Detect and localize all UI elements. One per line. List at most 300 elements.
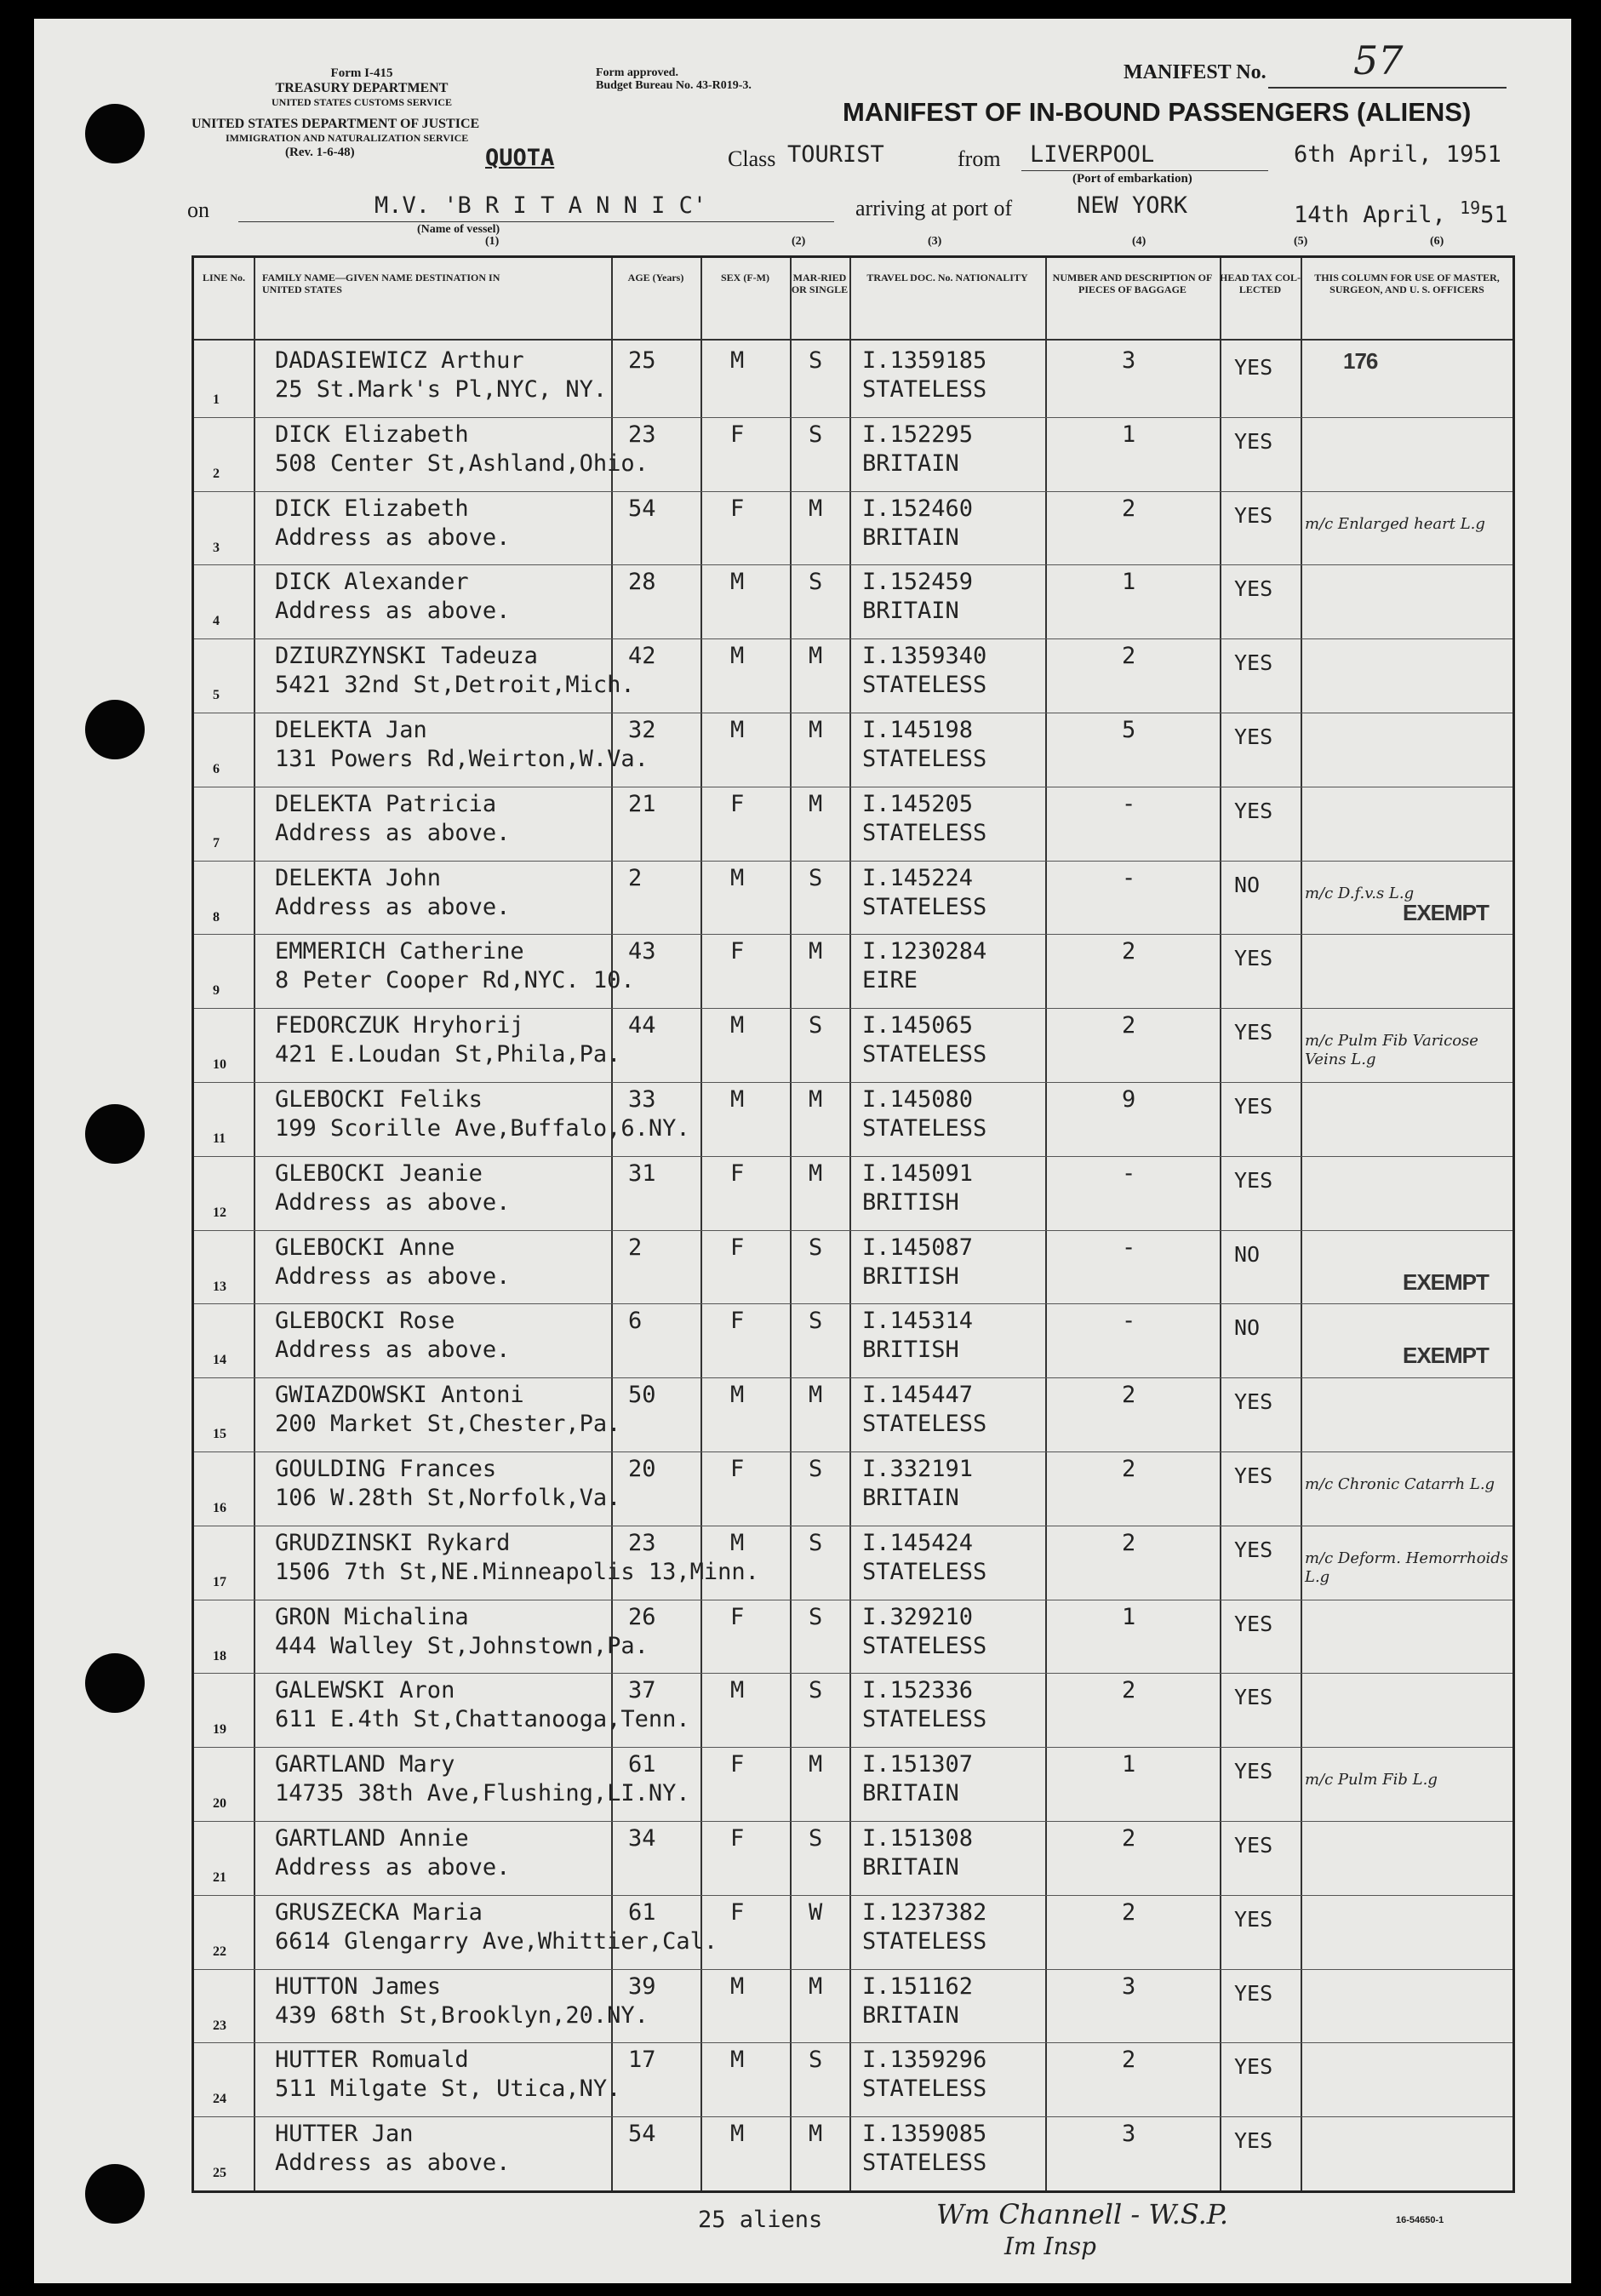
line-number: 23 [213,2018,226,2033]
vessel-underline [238,221,834,222]
table-row [194,343,1512,417]
travel-doc-number: I.145198 [862,717,974,743]
marital-status: M [809,1972,823,2000]
head-tax: NO [1234,1315,1261,1341]
row-divider [194,861,1512,862]
baggage-count: - [1122,1308,1136,1335]
passenger-name: DELEKTA Patricia [275,790,497,817]
head-tax: YES [1234,1906,1273,1932]
line-number: 19 [213,1722,226,1738]
passenger-sex: M [730,1086,745,1113]
travel-doc-number: I.1359296 [862,2047,987,2074]
arrival-date-text: 14th April, [1294,202,1446,228]
travel-doc-number: I.151308 [862,1825,974,1852]
passenger-sex: M [730,643,745,670]
nationality: STATELESS [862,2076,987,2103]
class-value: TOURIST [787,141,884,168]
passenger-age: 50 [628,1382,656,1409]
row-divider [194,2042,1512,2043]
passenger-name: GOULDING Frances [275,1456,497,1482]
row-divider [194,1821,1512,1822]
nationality: BRITAIN [862,1485,959,1511]
line-number: 13 [213,1279,226,1294]
travel-doc-number: I.145080 [862,1086,974,1113]
col-baggage: NUMBER AND DESCRIPTION OF PIECES OF BAGGAGE [1052,272,1213,295]
line-number: 16 [213,1501,226,1515]
travel-doc-number: I.152460 [862,495,974,522]
passenger-sex: F [730,1234,745,1261]
passenger-name: HUTTON James [275,1972,442,2000]
row-divider [194,1451,1512,1452]
col-age: AGE (Years) [627,272,684,283]
travel-doc-number: I.151307 [862,1751,974,1778]
passenger-sex: M [730,569,745,596]
passenger-age: 17 [628,2047,656,2074]
passenger-address: 511 Milgate St, Utica,NY. [275,2076,621,2103]
passenger-sex: F [730,1898,745,1926]
passenger-age: 26 [628,1603,656,1630]
punch-hole [85,104,145,163]
table-row [194,491,1512,565]
travel-doc-number: I.145091 [862,1159,974,1187]
arrival-year: 51 [1480,202,1508,228]
travel-doc-number: I.1230284 [862,938,987,965]
marital-status: S [809,1234,823,1261]
baggage-count: 1 [1122,569,1136,596]
passenger-age: 31 [628,1159,656,1187]
row-divider [194,491,1512,492]
passenger-age: 21 [628,790,656,817]
passenger-age: 23 [628,1529,656,1556]
passenger-address: Address as above. [275,893,511,920]
passenger-age: 20 [628,1456,656,1482]
on-label: on [187,198,209,222]
officer-note: m/c D.f.v.s L.g [1305,884,1415,902]
table-row [194,1895,1512,1969]
table-row [194,1156,1512,1230]
exempt-stamp: EXEMPT [1403,1343,1489,1369]
travel-doc-number: I.1359185 [862,347,987,374]
nationality: STATELESS [862,893,987,920]
form-revision: (Rev. 1-6-48) [285,146,355,159]
nationality: BRITAIN [862,1780,959,1807]
table-row [194,1600,1512,1674]
row-divider [194,1377,1512,1378]
marital-status: M [809,938,823,965]
marital-status: M [809,1086,823,1113]
col-married: MAR-RIED OR SINGLE [791,272,849,295]
baggage-count: 2 [1122,2047,1136,2074]
line-number: 25 [213,2166,226,2181]
passenger-address: 444 Walley St,Johnstown,Pa. [275,1632,649,1659]
approval-block [596,66,752,92]
nationality: STATELESS [862,746,987,772]
head-tax: YES [1234,428,1273,454]
passenger-sex: M [730,2121,745,2148]
table-row [194,934,1512,1008]
nationality: BRITAIN [862,598,959,625]
marital-status: S [809,347,823,374]
passenger-age: 32 [628,717,656,743]
row-divider [194,1747,1512,1748]
nationality: STATELESS [862,1041,987,1068]
passenger-name: GLEBOCKI Anne [275,1234,455,1261]
arrival-century: 19 [1460,198,1481,218]
head-tax: YES [1234,946,1273,971]
marital-status: S [809,1012,823,1039]
nationality: STATELESS [862,1115,987,1142]
line-number: 3 [213,540,220,555]
line-number: 21 [213,1870,226,1885]
marital-status: S [809,1603,823,1630]
marital-status: M [809,643,823,670]
line-number: 1 [213,392,220,407]
passenger-name: GLEBOCKI Rose [275,1308,455,1335]
passenger-name: DICK Elizabeth [275,495,469,522]
marital-status: M [809,790,823,817]
table-row [194,2116,1512,2190]
col-num-1: (1) [485,235,500,248]
head-tax: YES [1234,576,1273,602]
passenger-name: DELEKTA John [275,864,442,891]
passenger-address: 508 Center St,Ashland,Ohio. [275,449,649,477]
table-row [194,1230,1512,1304]
passenger-address: 25 St.Mark's Pl,NYC, NY. [275,376,608,403]
passenger-address: Address as above. [275,1263,511,1290]
baggage-count: 2 [1122,1898,1136,1926]
inspector-title: Im Insp [1004,2232,1096,2260]
passenger-name: HUTTER Jan [275,2121,414,2148]
head-tax: YES [1234,2128,1273,2154]
table-row [194,564,1512,638]
baggage-count: 1 [1122,1603,1136,1630]
head-tax: YES [1234,724,1273,749]
marital-status: M [809,495,823,522]
marital-status: M [809,1751,823,1778]
nationality: BRITAIN [862,524,959,551]
marital-status: M [809,1382,823,1409]
passenger-address: 5421 32nd St,Detroit,Mich. [275,672,635,699]
col-travel-doc: TRAVEL DOC. No. NATIONALITY [866,272,1028,283]
manifest-page [34,19,1571,2283]
head-tax: YES [1234,355,1273,380]
travel-doc-number: I.145424 [862,1529,974,1556]
passenger-name: GRUDZINSKI Rykard [275,1529,511,1556]
form-approved: Form approved. [596,66,678,79]
baggage-count: - [1122,864,1136,891]
passenger-sex: M [730,717,745,743]
travel-doc-number: I.152336 [862,1677,974,1704]
passenger-name: GRON Michalina [275,1603,469,1630]
head-tax: YES [1234,1833,1273,1858]
row-divider [194,1673,1512,1674]
head-tax: YES [1234,798,1273,823]
passenger-sex: M [730,347,745,374]
line-number: 18 [213,1648,226,1663]
table-row [194,2042,1512,2116]
nationality: BRITAIN [862,1854,959,1881]
travel-doc-number: I.332191 [862,1456,974,1482]
form-code: 16-54650-1 [1396,2215,1444,2225]
passenger-sex: M [730,2047,745,2074]
passenger-address: Address as above. [275,819,511,846]
budget-bureau: Budget Bureau No. 43-R019-3. [596,79,752,92]
col-num-5: (5) [1294,235,1308,248]
vessel-label: (Name of vessel) [417,223,500,236]
passenger-age: 34 [628,1825,656,1852]
passenger-address: Address as above. [275,1337,511,1364]
passenger-address: Address as above. [275,524,511,551]
nationality: STATELESS [862,1706,987,1733]
head-tax: YES [1234,1759,1273,1784]
manifest-underline [1268,87,1507,89]
passenger-age: 54 [628,495,656,522]
passenger-address: 131 Powers Rd,Weirton,W.Va. [275,746,649,772]
nationality: STATELESS [862,1558,987,1585]
head-tax: NO [1234,1241,1261,1267]
exempt-stamp: EXEMPT [1403,899,1489,925]
passenger-name: GARTLAND Mary [275,1751,455,1778]
line-number: 9 [213,983,220,999]
inspector-signature: Wm Channell - W.S.P. [936,2198,1228,2230]
travel-doc-number: I.145205 [862,790,974,817]
nationality: BRITISH [862,1188,959,1216]
head-tax: YES [1234,1980,1273,2006]
head-tax: YES [1234,1020,1273,1045]
travel-doc-number: I.1359085 [862,2121,987,2148]
passenger-sex: F [730,421,745,448]
passenger-name: DELEKTA Jan [275,717,427,743]
travel-doc-number: I.1359340 [862,643,987,670]
passenger-address: 6614 Glengarry Ave,Whittier,Cal. [275,1927,718,1955]
passenger-name: FEDORCZUK Hryhorij [275,1012,524,1039]
head-tax: YES [1234,502,1273,528]
passenger-address: 421 E.Loudan St,Phila,Pa. [275,1041,621,1068]
row-divider [194,1895,1512,1896]
baggage-count: 2 [1122,1825,1136,1852]
passenger-name: DICK Elizabeth [275,421,469,448]
baggage-count: 3 [1122,1972,1136,2000]
port-embark-label: (Port of embarkation) [1072,172,1192,186]
exempt-stamp: 176 [1343,348,1378,374]
col-num-4: (4) [1132,235,1146,248]
nationality: EIRE [862,967,918,994]
baggage-count: 2 [1122,1012,1136,1039]
marital-status: S [809,569,823,596]
passenger-address: 8 Peter Cooper Rd,NYC. 10. [275,967,635,994]
nationality: BRITAIN [862,449,959,477]
marital-status: M [809,2121,823,2148]
passenger-address: 439 68th St,Brooklyn,20.NY. [275,2001,649,2029]
passenger-name: DICK Alexander [275,569,469,596]
baggage-count: 3 [1122,2121,1136,2148]
table-row [194,1673,1512,1747]
col-num-6: (6) [1430,235,1444,248]
head-tax: YES [1234,1167,1273,1193]
passenger-age: 44 [628,1012,656,1039]
table-row [194,787,1512,861]
col-name: FAMILY NAME—GIVEN NAME DESTINATION IN UNITED STATES [262,272,500,295]
marital-status: M [809,1159,823,1187]
baggage-count: 2 [1122,643,1136,670]
passenger-sex: M [730,864,745,891]
baggage-count: 9 [1122,1086,1136,1113]
passenger-address: 200 Market St,Chester,Pa. [275,1411,621,1438]
line-number: 5 [213,688,220,703]
departure-date-text: 6th April, 19 [1294,141,1474,168]
nationality: STATELESS [862,2150,987,2177]
manifest-number: 57 [1353,37,1404,83]
passenger-name: GLEBOCKI Jeanie [275,1159,483,1187]
baggage-count: 3 [1122,347,1136,374]
head-tax: YES [1234,1611,1273,1636]
arriving-label: arriving at port of [855,196,1013,220]
passenger-sex: F [730,495,745,522]
table-row [194,1451,1512,1526]
punch-hole [85,1104,145,1164]
passenger-age: 6 [628,1308,643,1335]
form-number: Form I-415 [330,66,393,80]
passenger-address: Address as above. [275,598,511,625]
head-tax: YES [1234,1685,1273,1710]
passenger-sex: F [730,1308,745,1335]
marital-status: S [809,1308,823,1335]
passenger-age: 61 [628,1751,656,1778]
passenger-name: GRUSZECKA Maria [275,1898,483,1926]
marital-status: S [809,2047,823,2074]
nationality: STATELESS [862,672,987,699]
passenger-address: 106 W.28th St,Norfolk,Va. [275,1485,621,1511]
class-label: Class [728,146,776,171]
passenger-sex: M [730,1382,745,1409]
line-number: 2 [213,466,220,481]
table-row [194,1377,1512,1451]
passenger-age: 61 [628,1898,656,1926]
passenger-age: 2 [628,864,643,891]
passenger-sex: F [730,790,745,817]
passenger-sex: F [730,1603,745,1630]
officer-note: m/c Pulm Fib Varicose Veins L.g [1305,1032,1478,1069]
table-row [194,713,1512,787]
baggage-count: - [1122,1159,1136,1187]
passenger-age: 37 [628,1677,656,1704]
line-number: 20 [213,1796,226,1812]
col-num-3: (3) [928,235,942,248]
passenger-table [192,255,1515,2193]
table-row [194,1747,1512,1821]
departure-year: 51 [1473,141,1501,168]
col-officers: THIS COLUMN FOR USE OF MASTER, SURGEON, AND U. S. OFFICERS [1314,272,1500,295]
line-number: 12 [213,1205,226,1220]
from-underline [1021,170,1268,171]
passenger-age: 39 [628,1972,656,2000]
treasury-dept: TREASURY DEPARTMENT [275,81,449,95]
nationality: STATELESS [862,1411,987,1438]
manifest-label: MANIFEST No. [1124,61,1267,83]
baggage-count: 2 [1122,1677,1136,1704]
row-divider [194,1969,1512,1970]
nationality: BRITISH [862,1263,959,1290]
passenger-age: 54 [628,2121,656,2148]
row-divider [194,1008,1512,1009]
passenger-address: 199 Scorille Ave,Buffalo,6.NY. [275,1115,690,1142]
passenger-address: Address as above. [275,2150,511,2177]
travel-doc-number: I.329210 [862,1603,974,1630]
nationality: STATELESS [862,1927,987,1955]
table-row [194,417,1512,491]
officer-note: m/c Pulm Fib L.g [1305,1771,1438,1789]
travel-doc-number: I.145224 [862,864,974,891]
justice-dept: UNITED STATES DEPARTMENT OF JUSTICE [192,117,480,131]
passenger-name: GARTLAND Annie [275,1825,469,1852]
passenger-age: 43 [628,938,656,965]
table-row [194,1008,1512,1082]
head-tax: YES [1234,1463,1273,1488]
table-row [194,1082,1512,1156]
passenger-sex: M [730,1012,745,1039]
vessel-name: M.V. 'B R I T A N N I C' [375,192,707,219]
baggage-count: 2 [1122,1529,1136,1556]
passenger-address: 1506 7th St,NE.Minneapolis 13,Minn. [275,1558,759,1585]
passenger-sex: M [730,1972,745,2000]
marital-status: W [809,1898,823,1926]
exempt-stamp: EXEMPT [1403,1268,1489,1295]
passenger-age: 25 [628,347,656,374]
table-row [194,638,1512,713]
marital-status: S [809,1456,823,1482]
arrival-port: NEW YORK [1077,192,1188,219]
marital-status: S [809,1677,823,1704]
passenger-sex: F [730,1751,745,1778]
col-sex: SEX (F-M) [721,272,769,283]
travel-doc-number: I.145087 [862,1234,974,1261]
head-tax: YES [1234,1094,1273,1119]
baggage-count: 2 [1122,495,1136,522]
passenger-address: 611 E.4th St,Chattanooga,Tenn. [275,1706,690,1733]
punch-hole [85,700,145,759]
officer-note: m/c Chronic Catarrh L.g [1305,1475,1495,1493]
row-divider [194,1230,1512,1231]
nationality: STATELESS [862,819,987,846]
table-row [194,1821,1512,1895]
ins-service: IMMIGRATION AND NATURALIZATION SERVICE [226,132,469,144]
head-tax: YES [1234,1537,1273,1562]
passenger-sex: F [730,1825,745,1852]
quota-label: QUOTA [485,145,555,171]
punch-hole [85,1653,145,1713]
table-row [194,1969,1512,2043]
table-row [194,861,1512,935]
line-number: 17 [213,1574,226,1589]
manifest-title: MANIFEST OF IN-BOUND PASSENGERS (ALIENS) [843,97,1472,127]
nationality: BRITISH [862,1337,959,1364]
head-tax: YES [1234,2054,1273,2080]
customs-service: UNITED STATES CUSTOMS SERVICE [272,96,452,108]
row-divider [194,638,1512,639]
nationality: STATELESS [862,376,987,403]
passenger-name: HUTTER Romuald [275,2047,469,2074]
line-number: 7 [213,835,220,850]
travel-doc-number: I.1237382 [862,1898,987,1926]
form-id-block [251,66,472,110]
punch-hole [85,2164,145,2224]
table-row [194,1303,1512,1377]
line-number: 10 [213,1057,226,1073]
line-number: 24 [213,2092,226,2107]
line-number: 11 [213,1131,226,1146]
passenger-age: 23 [628,421,656,448]
line-number: 14 [213,1353,226,1368]
